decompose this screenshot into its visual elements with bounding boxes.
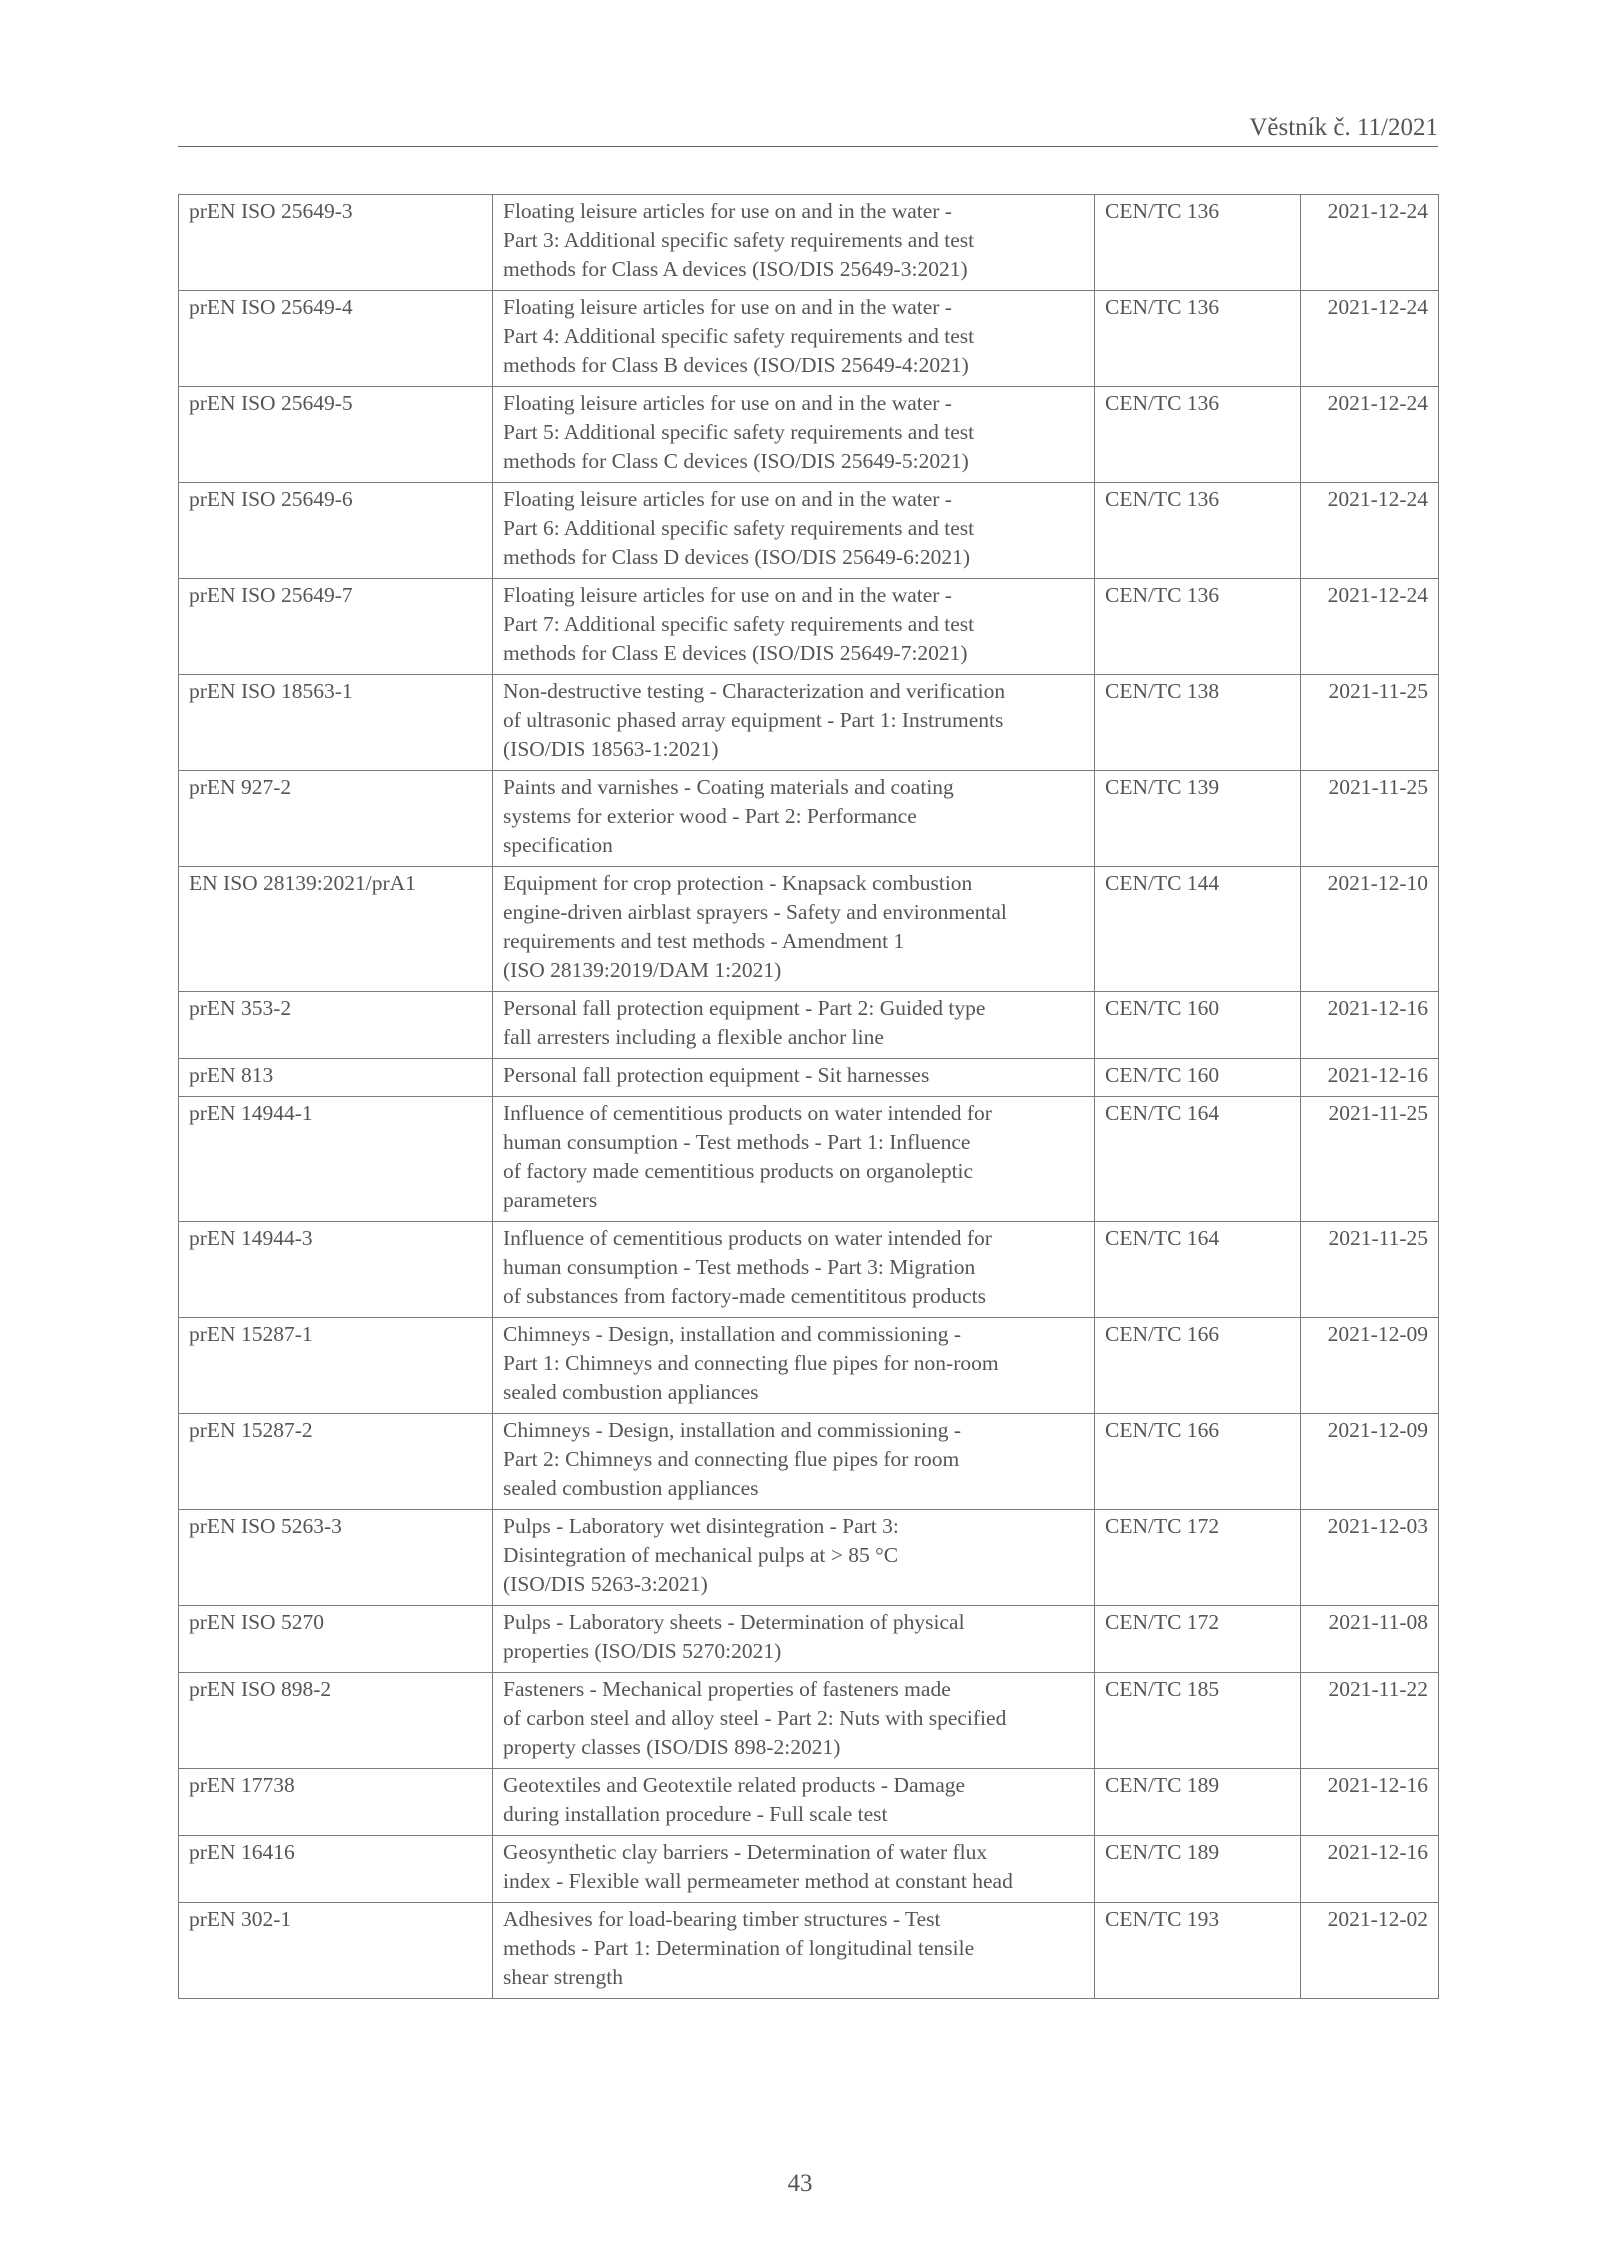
table-row: [179, 771, 1439, 867]
table-row: [179, 195, 1439, 291]
table-row: [179, 867, 1439, 992]
standard-code-cell: prEN ISO 5263-3: [179, 1510, 493, 1606]
standard-title-line: Part 5: Additional specific safety requirements and test: [503, 420, 975, 444]
standard-title-line: Part 1: Chimneys and connecting flue pipes for non-room: [503, 1351, 999, 1375]
standard-title-line: shear strength: [503, 1965, 624, 1989]
deadline-date-cell: 2021-12-16: [1301, 1769, 1439, 1836]
standard-title-line: of ultrasonic phased array equipment - Part 1: Instruments: [503, 708, 1004, 732]
table-row: [179, 1318, 1439, 1414]
table-row: [179, 1414, 1439, 1510]
standard-title-line: properties (ISO/DIS 5270:2021): [503, 1639, 782, 1663]
standard-code-cell: prEN 14944-3: [179, 1222, 493, 1318]
standard-title-line: Part 4: Additional specific safety requirements and test: [503, 324, 975, 348]
committee-cell: CEN/TC 193: [1095, 1903, 1301, 1999]
committee-cell: CEN/TC 189: [1095, 1836, 1301, 1903]
committee-cell: CEN/TC 172: [1095, 1510, 1301, 1606]
deadline-date-cell: 2021-12-16: [1301, 992, 1439, 1059]
deadline-date-cell: 2021-12-24: [1301, 579, 1439, 675]
standard-title-line: human consumption - Test methods - Part 1: Influence: [503, 1130, 971, 1154]
deadline-date-cell: 2021-12-24: [1301, 483, 1439, 579]
standard-code-cell: prEN ISO 18563-1: [179, 675, 493, 771]
standard-code-cell: prEN 16416: [179, 1836, 493, 1903]
standard-title-line: Part 3: Additional specific safety requirements and test: [503, 228, 975, 252]
committee-cell: CEN/TC 160: [1095, 992, 1301, 1059]
deadline-date-cell: 2021-12-10: [1301, 867, 1439, 992]
standard-title-cell: [493, 1903, 1095, 1999]
committee-cell: CEN/TC 136: [1095, 387, 1301, 483]
standard-title-cell: [493, 1222, 1095, 1318]
committee-cell: CEN/TC 144: [1095, 867, 1301, 992]
standard-title-line: methods for Class D devices (ISO/DIS 25649-6:2021): [503, 545, 970, 569]
committee-cell: CEN/TC 139: [1095, 771, 1301, 867]
standard-title-cell: [493, 579, 1095, 675]
standard-code-cell: prEN 15287-1: [179, 1318, 493, 1414]
standard-title-line: Disintegration of mechanical pulps at > 85 °C: [503, 1543, 899, 1567]
deadline-date-cell: 2021-11-22: [1301, 1673, 1439, 1769]
deadline-date-cell: 2021-12-24: [1301, 195, 1439, 291]
standard-title-line: Part 7: Additional specific safety requirements and test: [503, 612, 975, 636]
table-row: [179, 1769, 1439, 1836]
committee-cell: CEN/TC 164: [1095, 1222, 1301, 1318]
standard-title-line: methods for Class C devices (ISO/DIS 25649-5:2021): [503, 449, 969, 473]
standard-title-cell: [493, 1414, 1095, 1510]
table-row: [179, 992, 1439, 1059]
standard-title-cell: [493, 1836, 1095, 1903]
committee-cell: CEN/TC 138: [1095, 675, 1301, 771]
standard-title-line: Chimneys - Design, installation and commissioning -: [503, 1322, 962, 1346]
standard-title-cell: [493, 1769, 1095, 1836]
table-row: [179, 675, 1439, 771]
standard-title-line: Floating leisure articles for use on and in the water -: [503, 199, 952, 223]
standard-code-cell: prEN 17738: [179, 1769, 493, 1836]
standard-code-cell: prEN ISO 5270: [179, 1606, 493, 1673]
table-row: [179, 1673, 1439, 1769]
deadline-date-cell: 2021-12-09: [1301, 1318, 1439, 1414]
standard-title-line: Influence of cementitious products on water intended for: [503, 1101, 992, 1125]
standard-title-line: during installation procedure - Full scale test: [503, 1802, 888, 1826]
standard-title-cell: [493, 1318, 1095, 1414]
standard-code-cell: EN ISO 28139:2021/prA1: [179, 867, 493, 992]
standard-code-cell: prEN ISO 25649-6: [179, 483, 493, 579]
table-row: [179, 1903, 1439, 1999]
standard-title-line: Influence of cementitious products on water intended for: [503, 1226, 992, 1250]
standard-code-cell: prEN 15287-2: [179, 1414, 493, 1510]
table-row: [179, 1097, 1439, 1222]
standard-title-line: Geotextiles and Geotextile related products - Damage: [503, 1773, 966, 1797]
standard-title-cell: [493, 1059, 1095, 1097]
standard-title-line: Paints and varnishes - Coating materials and coating: [503, 775, 954, 799]
standard-title-cell: [493, 483, 1095, 579]
standard-title-line: Part 2: Chimneys and connecting flue pipes for room: [503, 1447, 960, 1471]
table-row: [179, 1510, 1439, 1606]
standard-code-cell: prEN ISO 25649-4: [179, 291, 493, 387]
standard-title-line: Personal fall protection equipment - Sit harnesses: [503, 1063, 930, 1087]
committee-cell: CEN/TC 136: [1095, 195, 1301, 291]
standard-title-line: Non-destructive testing - Characterization and verification: [503, 679, 1006, 703]
deadline-date-cell: 2021-12-02: [1301, 1903, 1439, 1999]
standard-title-line: systems for exterior wood - Part 2: Performance: [503, 804, 917, 828]
standard-title-line: Floating leisure articles for use on and in the water -: [503, 487, 952, 511]
table-row: [179, 483, 1439, 579]
standard-title-line: methods for Class E devices (ISO/DIS 25649-7:2021): [503, 641, 968, 665]
standard-title-cell: [493, 1097, 1095, 1222]
table-row: [179, 1836, 1439, 1903]
committee-cell: CEN/TC 189: [1095, 1769, 1301, 1836]
standard-title-line: Equipment for crop protection - Knapsack combustion: [503, 871, 973, 895]
committee-cell: CEN/TC 136: [1095, 483, 1301, 579]
standard-title-cell: [493, 387, 1095, 483]
standard-title-line: Floating leisure articles for use on and in the water -: [503, 295, 952, 319]
standard-title-line: of carbon steel and alloy steel - Part 2: Nuts with specified: [503, 1706, 1007, 1730]
committee-cell: CEN/TC 166: [1095, 1318, 1301, 1414]
page-header: [178, 110, 1438, 147]
standard-title-line: Personal fall protection equipment - Part 2: Guided type: [503, 996, 986, 1020]
standard-code-cell: prEN 14944-1: [179, 1097, 493, 1222]
standard-title-line: specification: [503, 833, 613, 857]
standard-code-cell: prEN 302-1: [179, 1903, 493, 1999]
deadline-date-cell: 2021-11-25: [1301, 771, 1439, 867]
standard-title-cell: [493, 771, 1095, 867]
standard-title-line: fall arresters including a flexible anchor line: [503, 1025, 884, 1049]
deadline-date-cell: 2021-11-25: [1301, 1222, 1439, 1318]
deadline-date-cell: 2021-12-16: [1301, 1836, 1439, 1903]
committee-cell: CEN/TC 172: [1095, 1606, 1301, 1673]
standard-title-cell: [493, 992, 1095, 1059]
standard-title-line: (ISO/DIS 18563-1:2021): [503, 737, 719, 761]
standard-title-line: requirements and test methods - Amendment 1: [503, 929, 905, 953]
standard-code-cell: prEN 927-2: [179, 771, 493, 867]
standard-title-line: Adhesives for load-bearing timber structures - Test: [503, 1907, 941, 1931]
standard-title-line: Floating leisure articles for use on and in the water -: [503, 391, 952, 415]
standard-title-line: (ISO/DIS 5263-3:2021): [503, 1572, 708, 1596]
table-row: [179, 387, 1439, 483]
deadline-date-cell: 2021-12-03: [1301, 1510, 1439, 1606]
deadline-date-cell: 2021-12-24: [1301, 291, 1439, 387]
standard-code-cell: prEN 353-2: [179, 992, 493, 1059]
standard-title-line: parameters: [503, 1188, 598, 1212]
standard-title-line: sealed combustion appliances: [503, 1476, 759, 1500]
standard-title-line: Chimneys - Design, installation and commissioning -: [503, 1418, 962, 1442]
standard-code-cell: prEN ISO 898-2: [179, 1673, 493, 1769]
table-row: [179, 291, 1439, 387]
standard-title-cell: [493, 1606, 1095, 1673]
standard-code-cell: prEN ISO 25649-5: [179, 387, 493, 483]
standard-title-line: sealed combustion appliances: [503, 1380, 759, 1404]
standard-code-cell: prEN ISO 25649-7: [179, 579, 493, 675]
standard-title-line: Part 6: Additional specific safety requirements and test: [503, 516, 975, 540]
standard-title-line: Fasteners - Mechanical properties of fasteners made: [503, 1677, 951, 1701]
committee-cell: CEN/TC 136: [1095, 579, 1301, 675]
standard-title-line: Pulps - Laboratory sheets - Determination of physical: [503, 1610, 965, 1634]
committee-cell: CEN/TC 185: [1095, 1673, 1301, 1769]
deadline-date-cell: 2021-11-25: [1301, 1097, 1439, 1222]
standard-title-cell: [493, 1673, 1095, 1769]
standard-title-line: Pulps - Laboratory wet disintegration - Part 3:: [503, 1514, 899, 1538]
standard-title-cell: [493, 195, 1095, 291]
standard-title-line: methods - Part 1: Determination of longitudinal tensile: [503, 1936, 975, 1960]
standards-table: [178, 194, 1439, 1999]
standard-title-line: of substances from factory-made cementititous products: [503, 1284, 987, 1308]
deadline-date-cell: 2021-12-16: [1301, 1059, 1439, 1097]
committee-cell: CEN/TC 160: [1095, 1059, 1301, 1097]
standard-code-cell: prEN ISO 25649-3: [179, 195, 493, 291]
page-number: 43: [787, 2170, 813, 2197]
standard-code-cell: prEN 813: [179, 1059, 493, 1097]
standard-title-cell: [493, 291, 1095, 387]
standard-title-line: index - Flexible wall permeameter method at constant head: [503, 1869, 1013, 1893]
standard-title-line: Floating leisure articles for use on and in the water -: [503, 583, 952, 607]
committee-cell: CEN/TC 136: [1095, 291, 1301, 387]
standard-title-line: methods for Class B devices (ISO/DIS 25649-4:2021): [503, 353, 969, 377]
standard-title-cell: [493, 675, 1095, 771]
table-row: [179, 579, 1439, 675]
deadline-date-cell: 2021-11-08: [1301, 1606, 1439, 1673]
deadline-date-cell: 2021-11-25: [1301, 675, 1439, 771]
committee-cell: CEN/TC 164: [1095, 1097, 1301, 1222]
standard-title-line: of factory made cementitious products on organoleptic: [503, 1159, 974, 1183]
deadline-date-cell: 2021-12-24: [1301, 387, 1439, 483]
standard-title-line: engine-driven airblast sprayers - Safety and environmental: [503, 900, 1007, 924]
table-row: [179, 1222, 1439, 1318]
standard-title-line: Geosynthetic clay barriers - Determination of water flux: [503, 1840, 988, 1864]
standard-title-line: human consumption - Test methods - Part 3: Migration: [503, 1255, 976, 1279]
standard-title-cell: [493, 867, 1095, 992]
table-row: [179, 1059, 1439, 1097]
standard-title-line: (ISO 28139:2019/DAM 1:2021): [503, 958, 782, 982]
standard-title-line: property classes (ISO/DIS 898-2:2021): [503, 1735, 841, 1759]
standard-title-cell: [493, 1510, 1095, 1606]
deadline-date-cell: 2021-12-09: [1301, 1414, 1439, 1510]
committee-cell: CEN/TC 166: [1095, 1414, 1301, 1510]
standards-table-body: [179, 195, 1439, 1999]
bulletin-title: Věstník č. 11/2021: [1249, 114, 1438, 141]
table-row: [179, 1606, 1439, 1673]
page-footer: [0, 2170, 1600, 2198]
standard-title-line: methods for Class A devices (ISO/DIS 25649-3:2021): [503, 257, 968, 281]
